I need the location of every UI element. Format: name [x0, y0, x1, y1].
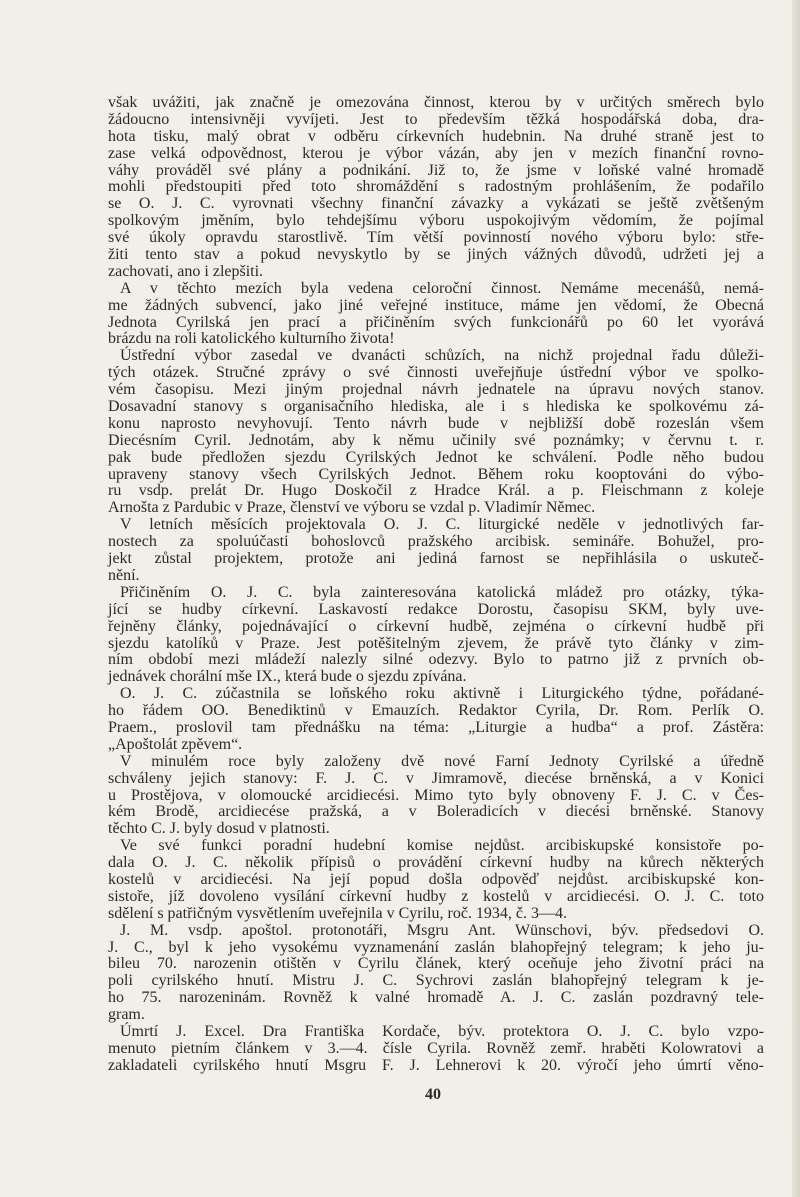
text-line: V letních měsících projektovala O. J. C. liturgické neděle v jednotlivých far- [120, 516, 764, 534]
text-line: kém Brodě, arcidiecése pražská, a v Boleradicích v diecési brněnské. Stanovy [108, 803, 764, 821]
text-line: pak bude předložen sjezdu Cyrilských Jednot ke schválení. Podle něho budou [108, 448, 764, 466]
text-line: poli cyrilského hnutí. Mistru J. C. Sychrovi zaslán blahopřejný telegram k je- [108, 972, 764, 990]
paragraph [108, 754, 764, 838]
text-line: jící se hudby církevní. Laskavostí redakce Dorostu, časopisu SKM, byly uve- [108, 600, 764, 618]
text-line: Ve své funkci poradní hudební komise nejdůst. arcibiskupské konsistoře po- [120, 837, 764, 855]
paragraph [108, 585, 764, 686]
text-line: zakladateli cyrilského hnutí Msgru F. J. Lehnerovi k 20. výročí jeho úmrtí věno- [108, 1056, 764, 1074]
text-line: mohli předstoupiti před toto shromáždění s radostným prohlášením, že podařilo [108, 178, 764, 196]
text-line: Jednota Cyrilská jen prací a přičiněním svých funkcionářů po 60 let vyorává [108, 313, 764, 331]
text-line: V minulém roce byly založeny dvě nové Farní Jednoty Cyrilské a úředně [120, 752, 764, 770]
page-edge [792, 0, 800, 1197]
paragraph [108, 517, 764, 585]
text-line: tých otázek. Stručné zprávy o své činnosti uveřejňuje ústřední výbor ve spolko- [108, 364, 764, 382]
text-line: však uvážiti, jak značně je omezována činnost, kterou by v určitých směrech bylo [108, 94, 764, 111]
text-line: bileu 70. narozenin otištěn v Cyrilu článek, který oceňuje jeho životní práci na [108, 955, 764, 973]
text-line: spolkovým jměním, bylo tehdejšímu výboru uspokojivým vědomím, že pojímal [108, 212, 764, 230]
text-line: menuto pietním článkem v 3.—4. čísle Cyrila. Rovněž zemř. hraběti Kolowratovi a [108, 1039, 764, 1057]
text-line: A v těchto mezích byla vedena celoroční činnost. Nemáme mecenášů, nemá- [120, 279, 764, 297]
paragraph [108, 1024, 764, 1075]
text-line: řejněny články, pojednávající o církevní hudbě, zejména o církevní hudbě při [108, 617, 764, 635]
text-line: „Apoštolát zpěvem“. [108, 735, 243, 753]
document-body [108, 95, 764, 1075]
paragraph [108, 923, 764, 1024]
text-line: Dosavadní stanovy s organisačního hlediska, ale i s hlediska ke spolkovému zá- [108, 398, 764, 416]
text-line: sdělení s patřičným vysvětlením uveřejnila v Cyrilu, roč. 1934, č. 3—4. [108, 904, 568, 922]
text-line: váhy prováděl své plány a podnikání. Již to, že jsme v loňské valné hromadě [108, 161, 764, 179]
text-line: ru vsdp. prelát Dr. Hugo Doskočil z Hradce Král. a p. Fleischmann z koleje [108, 482, 764, 500]
text-line: těchto C. J. byly dosud v platnosti. [108, 820, 330, 838]
text-line: ho řádem OO. Benediktinů v Emauzích. Redaktor Cyrila, Dr. Rom. Perlík O. [108, 702, 764, 720]
text-line: žádoucno intensivněji vyvíjeti. Jest to především těžká hospodářská doba, dra- [108, 110, 764, 128]
text-line: své úkoly opravdu starostlivě. Tím větší povinností nového výboru bylo: stře- [108, 229, 764, 247]
text-line: Diecésním Cyril. Jednotám, aby k němu učinily své poznámky; v červnu t. r. [108, 431, 764, 449]
text-line: zase velká odpovědnost, kterou je výbor vázán, aby jen v mezích finanční rovno- [108, 144, 764, 162]
text-line: Praem., proslovil tam přednášku na téma: „Liturgie a hudba“ a prof. Zástěra: [108, 718, 764, 736]
text-line: hota tisku, malý obrat v odběru církevních hudebnin. Na druhé straně jest to [108, 127, 764, 145]
text-line: dala O. J. C. několik přípisů o provádění církevní hudby na kůrech některých [108, 854, 764, 872]
text-line: upraveny stanovy všech Cyrilských Jednot. Během roku kooptováni do výbo- [108, 465, 764, 483]
text-line: me žádných subvencí, jako jiné veřejné instituce, máme jen vědomí, že Obecná [108, 296, 764, 314]
page-number: 40 [425, 1086, 441, 1103]
text-line: J. C., byl k jeho vysokému vyznamenání zaslán blahopřejný telegram; k jeho ju- [108, 938, 764, 956]
text-line: u Prostějova, v olomoucké arcidiecési. Mimo tyto byly obnoveny F. J. C. v Čes- [108, 786, 764, 804]
text-line: ho 75. narozeninám. Rovněž k valné hromadě A. J. C. zaslán pozdravný tele- [108, 989, 764, 1007]
paragraph [108, 838, 764, 922]
text-line: sistoře, jíž dovoleno vysílání církevní hudby z kostelů v arcidiecési. O. J. C. toto [108, 887, 764, 905]
text-line: vém časopisu. Mezi jiným projednal návrh jednatele na úpravu nových stanov. [108, 381, 764, 399]
text-line: J. M. vsdp. apoštol. protonotáři, Msgru Ant. Wünschovi, býv. předsedovi O. [120, 921, 764, 939]
text-line: brázdu na roli katolického kulturního života! [108, 330, 395, 348]
paragraph [108, 348, 764, 517]
text-line: Arnošta z Pardubic v Praze, členství ve výboru se vzdal p. Vladimír Němec. [108, 499, 596, 517]
text-line: Úmrtí J. Excel. Dra Františka Kordače, býv. protektora O. J. C. bylo vzpo- [120, 1022, 764, 1040]
text-line: Přičiněním O. J. C. byla zainteresována katolická mládež pro otázky, týka- [120, 583, 764, 601]
text-line: schváleny jejich stanovy: F. J. C. v Jimramově, diecése brněnská, a v Konici [108, 769, 764, 787]
text-line: gram. [108, 1006, 145, 1024]
text-line: konu naprosto nevyhovují. Tento návrh bude v nejbližší době rozeslán všem [108, 414, 764, 432]
text-line: ním období mezi mládeží nalezly silné odezvy. Bylo to patrno již z prvních ob- [108, 651, 764, 669]
text-line: se O. J. C. vyrovnati všechny finanční závazky a vykázati se ještě zvětšeným [108, 195, 764, 213]
text-line: jekt zůstal projektem, protože ani jediná farnost se nepřihlásila o uskuteč- [108, 550, 764, 568]
text-line: jednávek chorální mše IX., která bude o sjezdu zpívána. [108, 668, 467, 686]
text-line: zachovati, ano i zlepšiti. [108, 262, 264, 280]
text-line: žiti tento stav a pokud nevyskytlo by se jiných vážných důvodů, udržeti jej a [108, 246, 764, 264]
paragraph [108, 281, 764, 349]
text-line: nostech za spoluúčasti bohoslovců pražského arcibisk. semináře. Bohužel, pro- [108, 533, 764, 551]
text-line: kostelů v arcidiecési. Na její popud došla odpověď nejdůst. arcibiskupské kon- [108, 870, 764, 888]
text-line: nění. [108, 566, 140, 584]
text-line: sjezdu katolíků v Praze. Jest potěšitelným zjevem, že právě tyto články v zim- [108, 634, 764, 652]
paragraph [108, 95, 764, 281]
paragraph [108, 686, 764, 754]
text-line: O. J. C. zúčastnila se loňského roku aktivně i Liturgického týdne, pořádané- [120, 685, 764, 703]
text-line: Ústřední výbor zasedal ve dvanácti schůzích, na nichž projednal řadu důleži- [120, 347, 764, 365]
